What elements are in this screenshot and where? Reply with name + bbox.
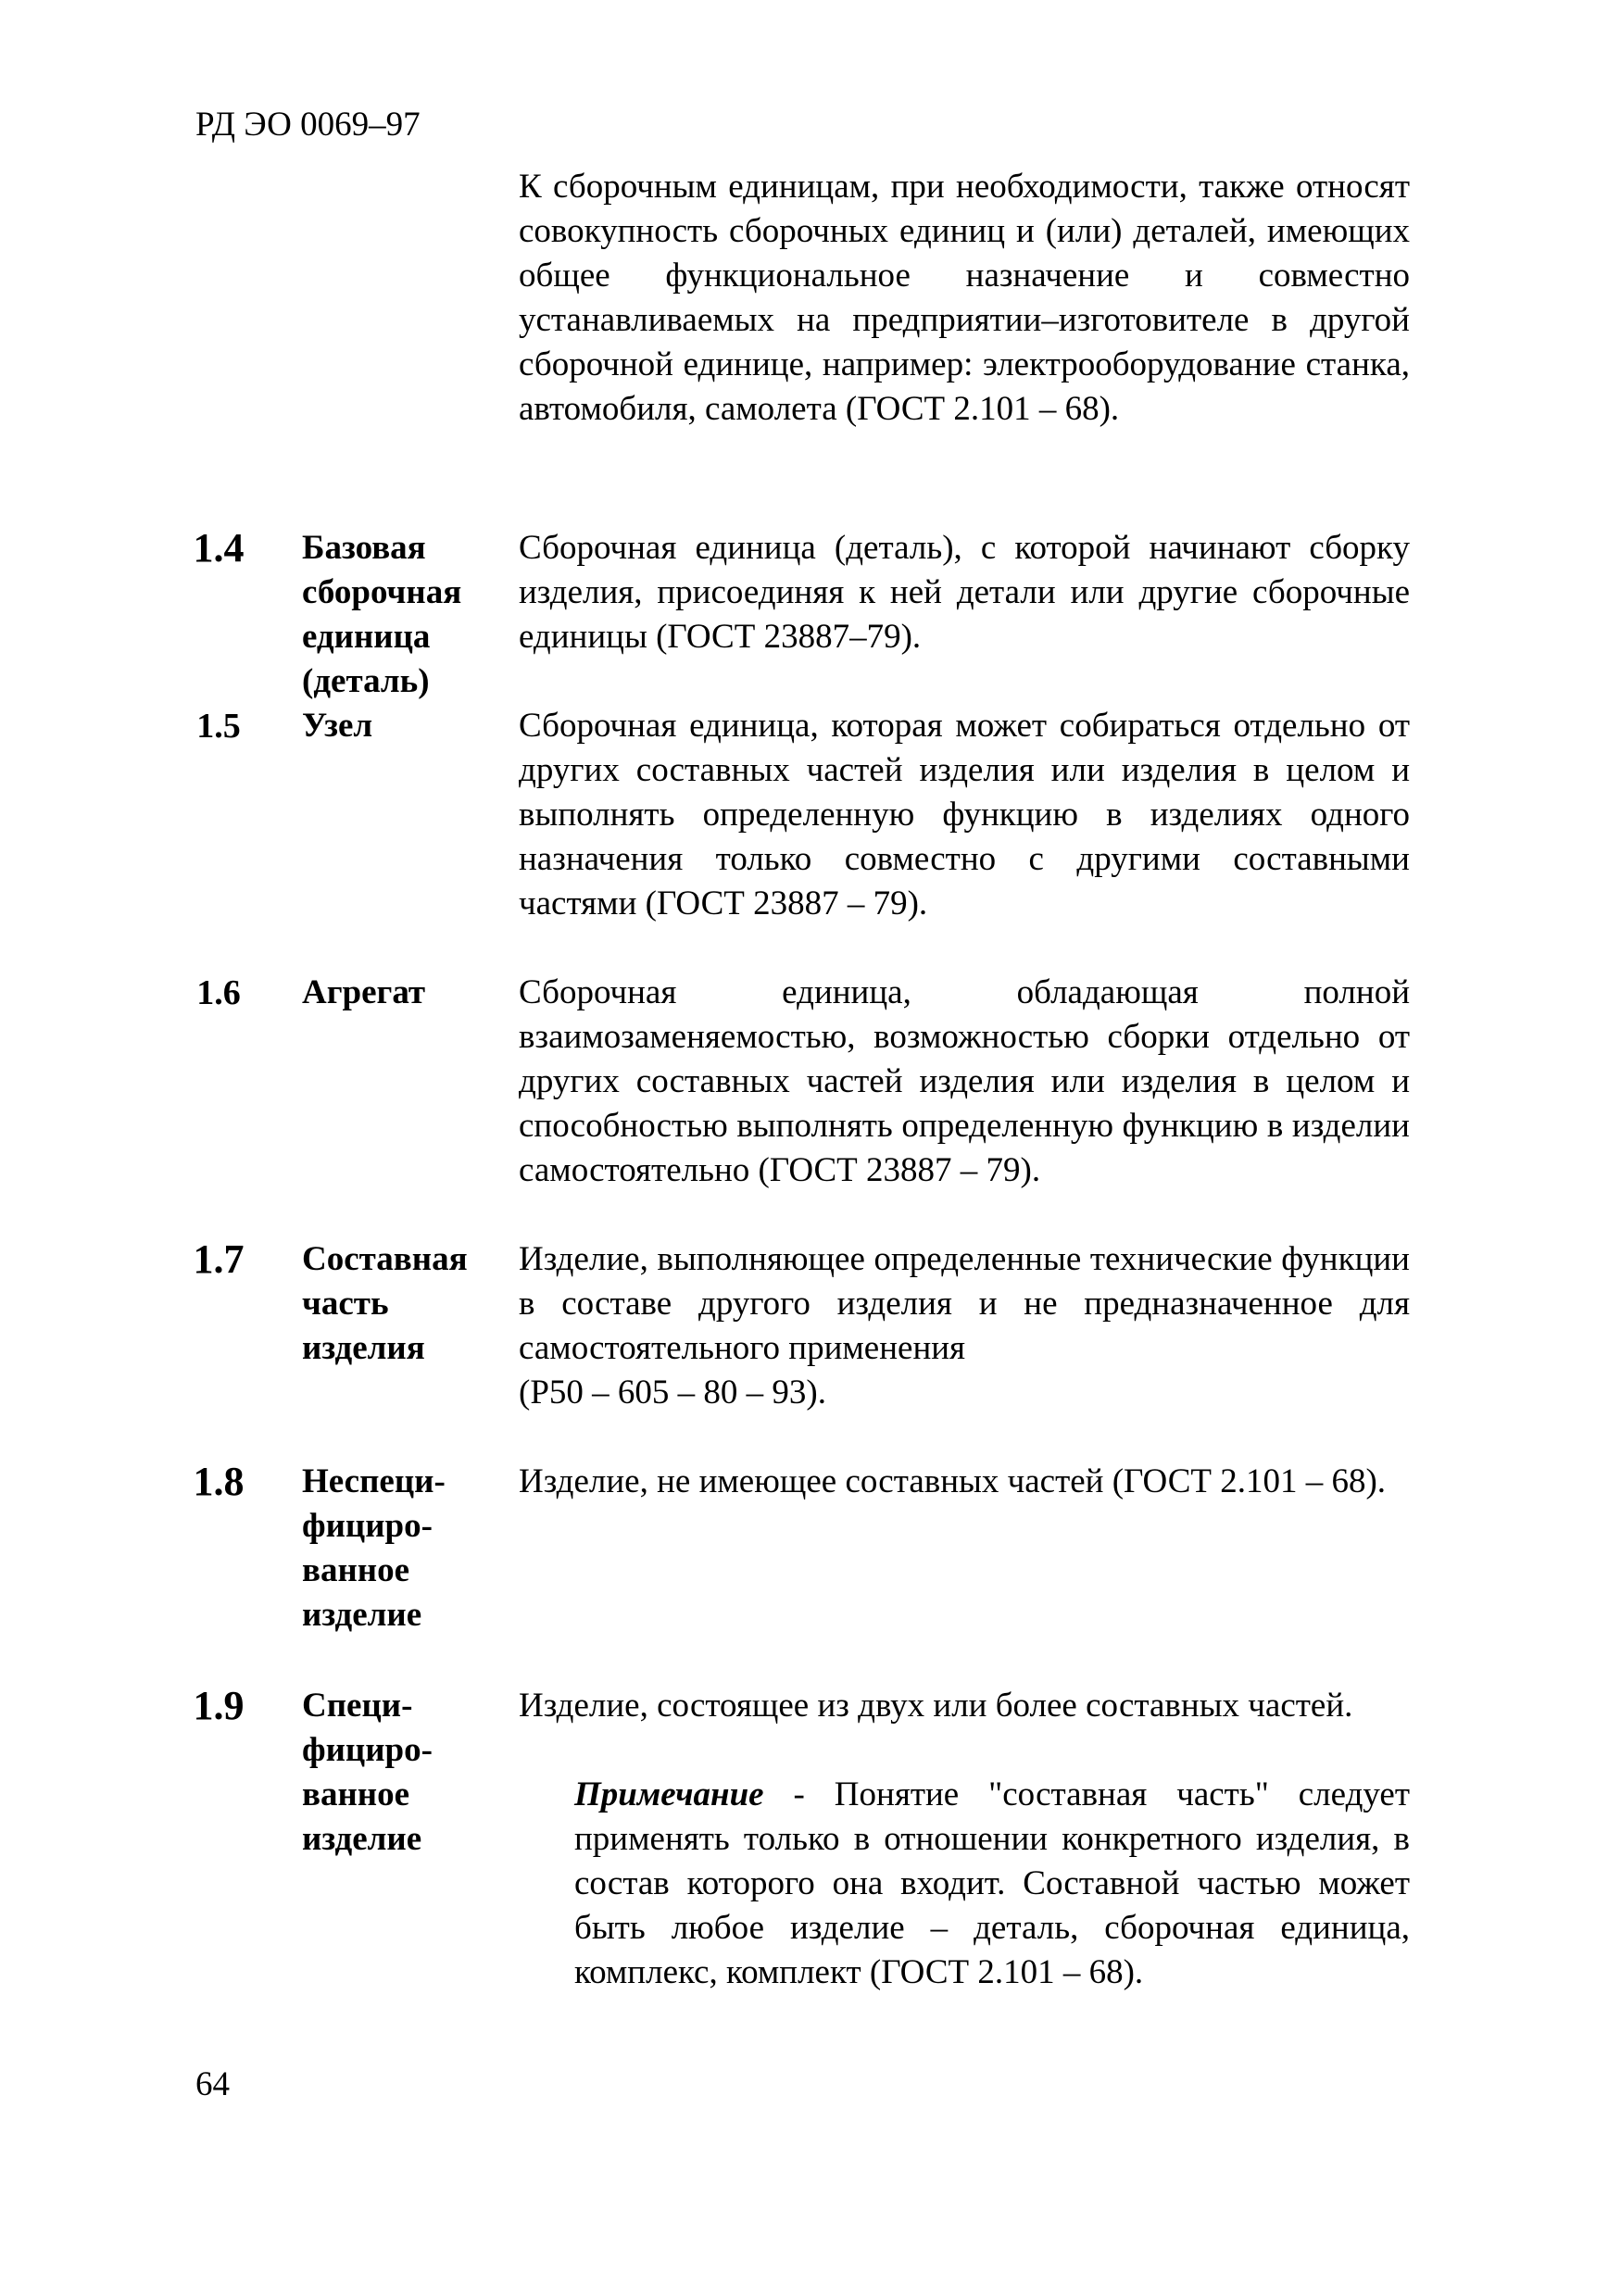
entry-term: Специ- фициро- ванное изделие [302,1687,433,1858]
document-code: РД ЭО 0069–97 [195,106,421,144]
entry-number: 1.9 [193,1683,245,1728]
entry-definition: Сборочная единица (деталь), с которой начинают сборку изделия, присоединяя к ней детали или другие сборочные единицы (ГОСТ 23887–79). [519,529,1410,656]
entry-term: Агрегат [302,973,426,1011]
note-paragraph [574,1773,1410,1995]
continuation-paragraph: К сборочным единицам, при необходимости, также относят совокупность сборочных единиц и (или) деталей, имеющих общее функциональное назначение и совместно устанавливаемых на предприятии–изготовителе в другой сборочной единице, например: электрооборудование станка, автомобиля, самолета (ГОСТ 2.101 – 68). [519,168,1410,428]
entry-term: Составная часть изделия [302,1240,468,1367]
entry-number: 1.8 [193,1459,245,1504]
entry-definition: Изделие, не имеющее составных частей (ГОСТ 2.101 – 68). [519,1462,1387,1500]
entry-definition: Сборочная единица, которая может собираться отдельно от других составных частей изделия или изделия в целом и выполнять определенную функцию в изделиях одного назначения только совместно с другими составными частями (ГОСТ 23887 – 79). [519,707,1410,922]
entry-term: Неспеци- фициро- ванное изделие [302,1462,446,1634]
entry-definition: Изделие, состоящее из двух или более составных частей. [519,1687,1353,1725]
note-label: Примечание [574,1775,764,1813]
entry-definition-reference: (Р50 – 605 – 80 – 93). [519,1374,826,1411]
entry-number: 1.4 [193,525,245,571]
entry-definition: Изделие, выполняющее определенные технические функции в составе другого изделия и не предназначенное для самостоятельного применения [519,1240,1410,1367]
note-text: - Понятие "составная часть" следует применять только в отношении конкретного изделия, в состав которого она входит. Составной частью может быть любое изделие – деталь, сборочная единица, комплекс, комплект (ГОСТ 2.101 – 68). [574,1775,1410,1991]
entry-number: 1.5 [196,707,241,746]
entry-number: 1.7 [193,1236,245,1282]
page-number: 64 [195,2065,230,2103]
entry-term: Узел [302,707,373,745]
entry-term: Базовая сборочная единица (деталь) [302,529,462,700]
entry-definition: Сборочная единица, обладающая полной взаимозаменяемостью, возможностью сборки отдельно от других составных частей изделия или изделия в целом и способностью выполнять определенную функцию в изделии самостоятельно (ГОСТ 23887 – 79). [519,973,1410,1189]
entry-number: 1.6 [196,973,241,1012]
